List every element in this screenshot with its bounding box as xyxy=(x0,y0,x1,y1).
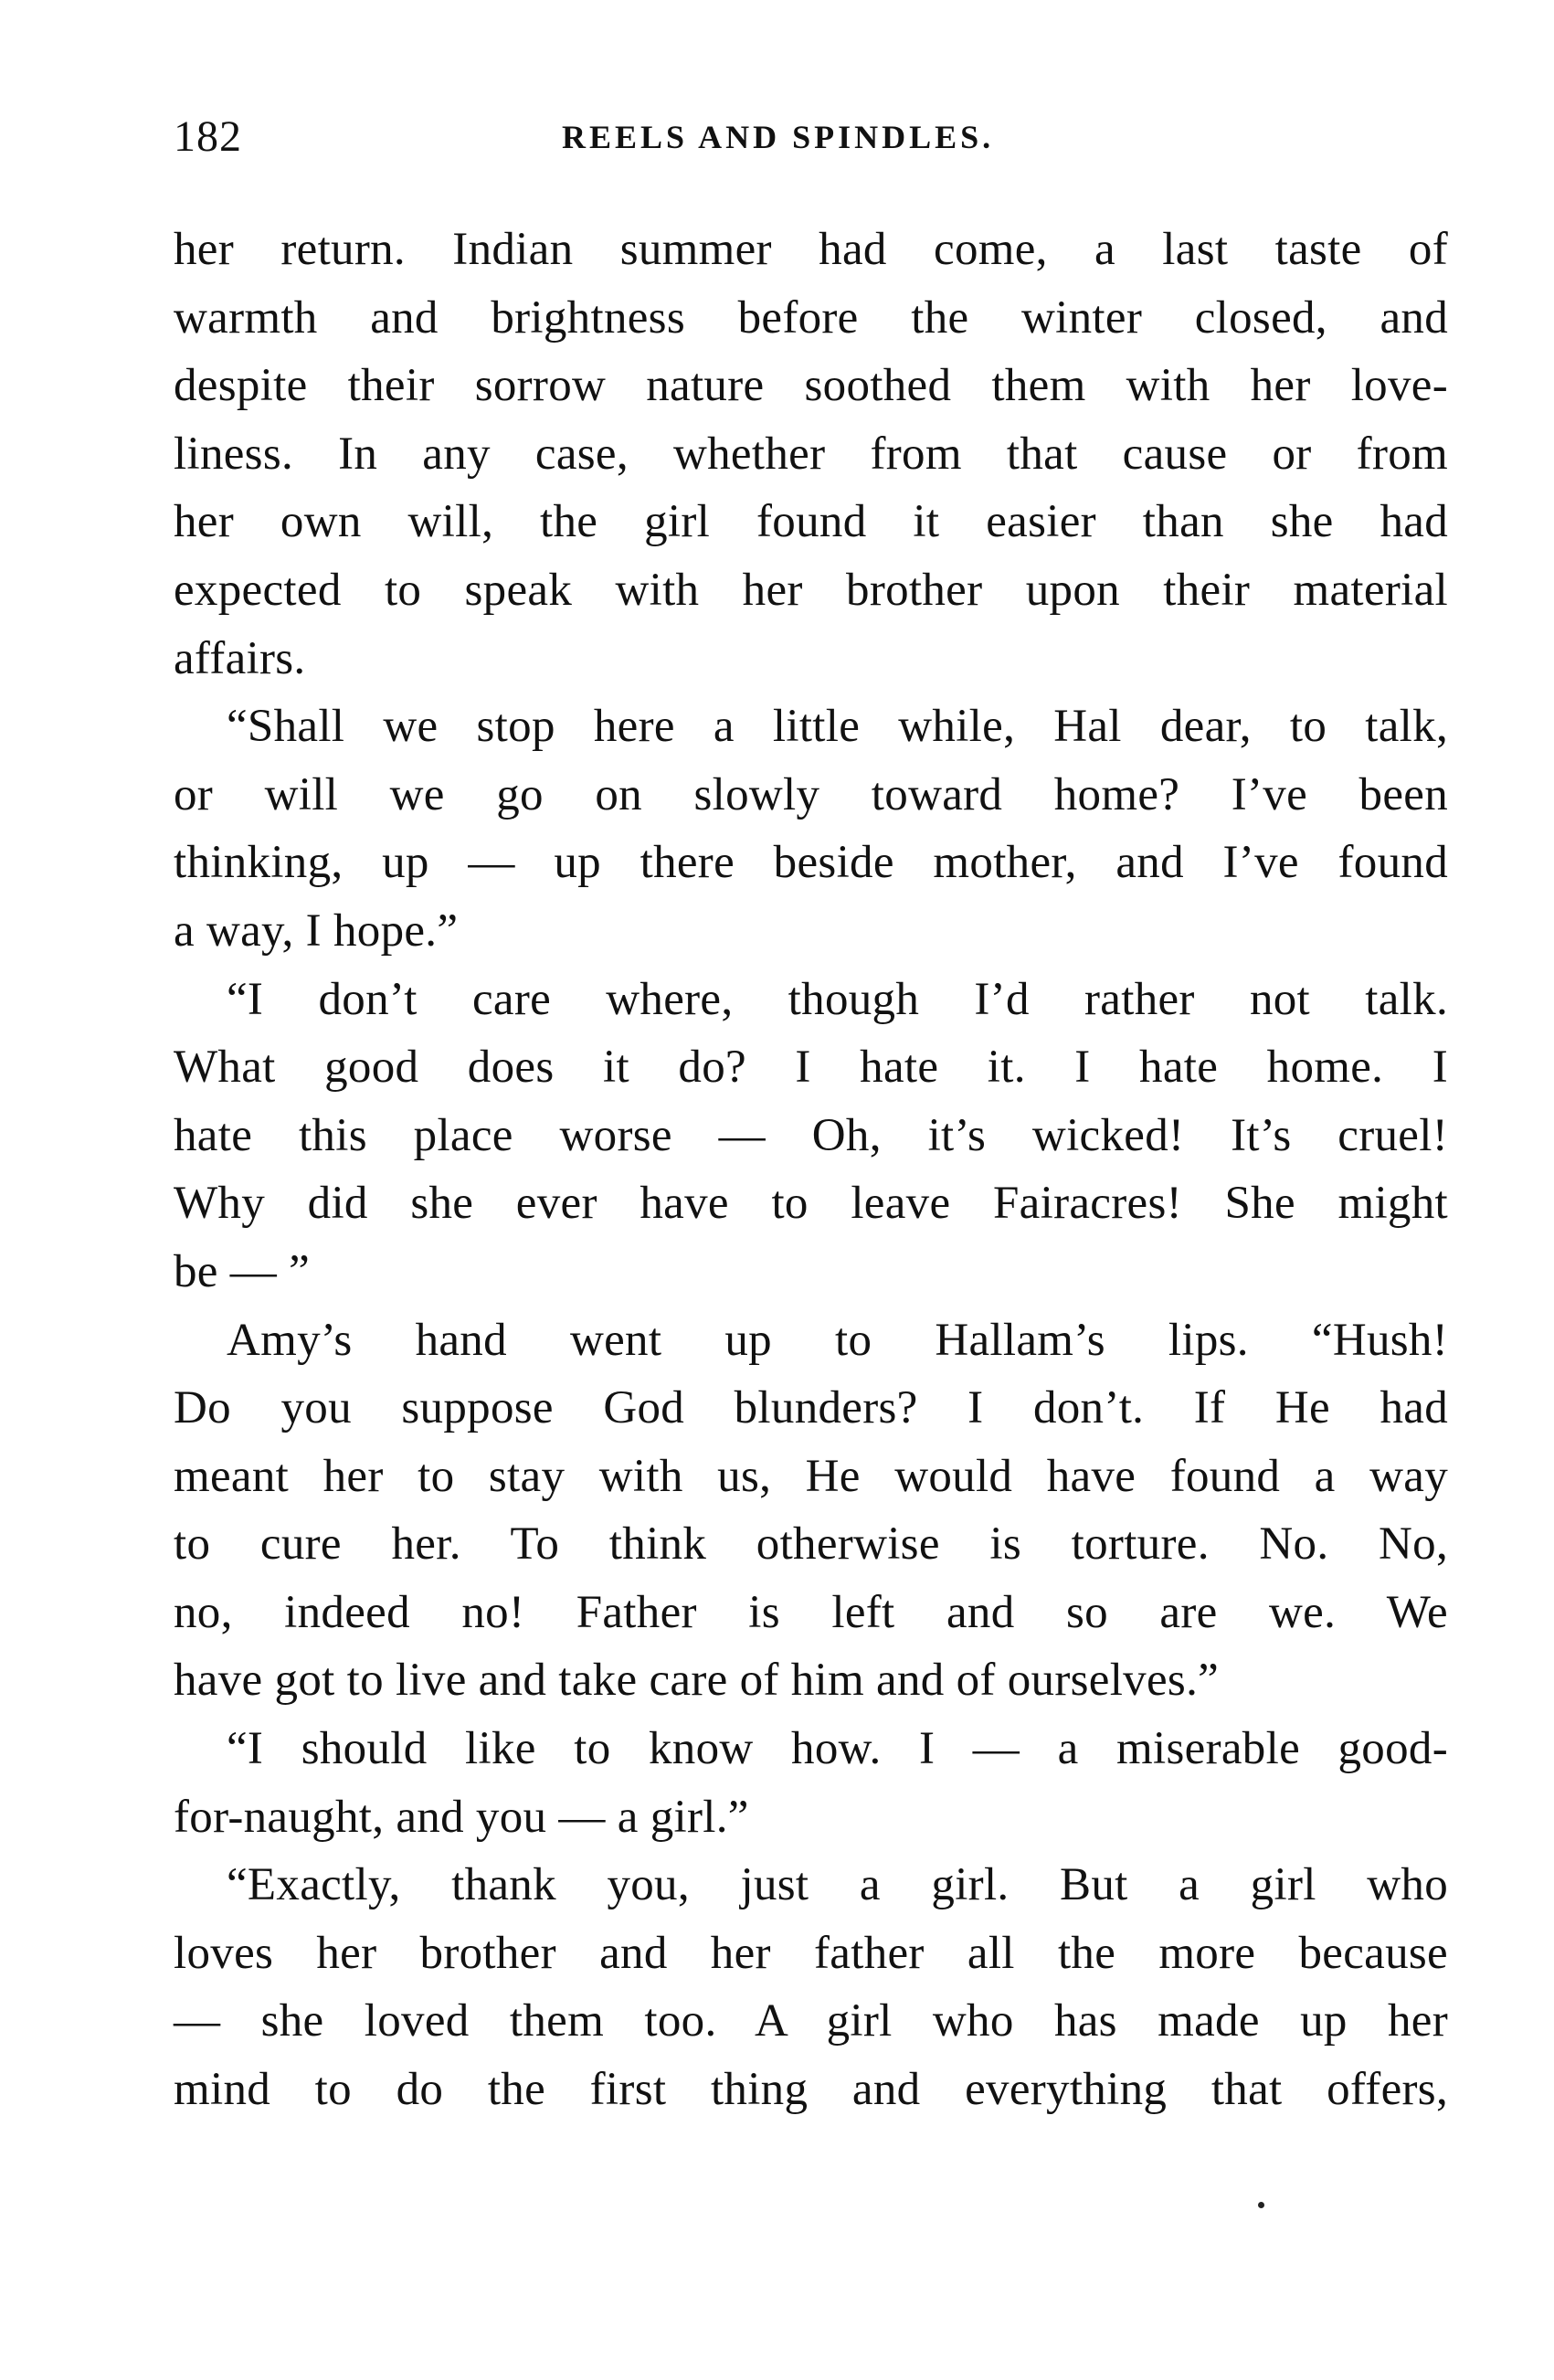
text-line: What good does it do? I hate it. I hate home. I xyxy=(174,1042,1448,1094)
text-line: or will we go on slowly toward home? I’ve been xyxy=(174,768,1448,820)
text-line: a way, I hope.” xyxy=(174,904,459,957)
text-line: “I should like to know how. I — a miserable good- xyxy=(227,1723,1448,1775)
text-line: “Shall we stop here a little while, Hal dear, to talk, xyxy=(227,701,1448,753)
text-line: liness. In any case, whether from that cause or from xyxy=(174,428,1448,480)
running-head xyxy=(174,110,1448,164)
text-line: her return. Indian summer had come, a last taste of xyxy=(174,224,1448,275)
text-line: despite their sorrow nature soothed them with her love- xyxy=(174,360,1448,412)
text-line: “Exactly, thank you, just a girl. But a girl who xyxy=(227,1859,1448,1911)
text-line: loves her brother and her father all the more because xyxy=(174,1927,1448,1979)
ink-speck xyxy=(1258,2202,1264,2208)
text-line: Why did she ever have to leave Fairacres! She might xyxy=(174,1178,1448,1230)
text-line: to cure her. To think otherwise is torture. No. No, xyxy=(174,1518,1448,1571)
text-line: affairs. xyxy=(174,632,306,684)
text-line: warmth and brightness before the winter closed, and xyxy=(174,291,1448,344)
text-line: expected to speak with her brother upon their material xyxy=(174,564,1448,616)
text-line: for-naught, and you — a girl.” xyxy=(174,1791,749,1843)
text-line: hate this place worse — Oh, it’s wicked! It’s cruel! xyxy=(174,1109,1448,1161)
text-line: — she loved them too. A girl who has made up her xyxy=(174,1995,1448,2047)
text-line: no, indeed no! Father is left and so are we. We xyxy=(174,1586,1448,1638)
text-line: thinking, up — up there beside mother, and I’ve found xyxy=(174,837,1448,889)
text-line: her own will, the girl found it easier than she had xyxy=(174,496,1448,548)
text-line: Do you suppose God blunders? I don’t. If He had xyxy=(174,1382,1448,1434)
body-text xyxy=(174,216,1448,2124)
text-line: Amy’s hand went up to Hallam’s lips. “Hush! xyxy=(227,1314,1448,1366)
running-title: REELS AND SPINDLES. xyxy=(562,119,995,155)
text-line: have got to live and take care of him and of ourselves.” xyxy=(174,1655,1220,1707)
text-line: mind to do the first thing and everything that offers, xyxy=(174,2064,1448,2116)
text-line: be — ” xyxy=(174,1245,311,1297)
text-line: meant her to stay with us, He would have found a way xyxy=(174,1450,1448,1502)
text-line: “I don’t care where, though I’d rather not talk. xyxy=(227,973,1448,1025)
page-number: 182 xyxy=(174,112,242,161)
